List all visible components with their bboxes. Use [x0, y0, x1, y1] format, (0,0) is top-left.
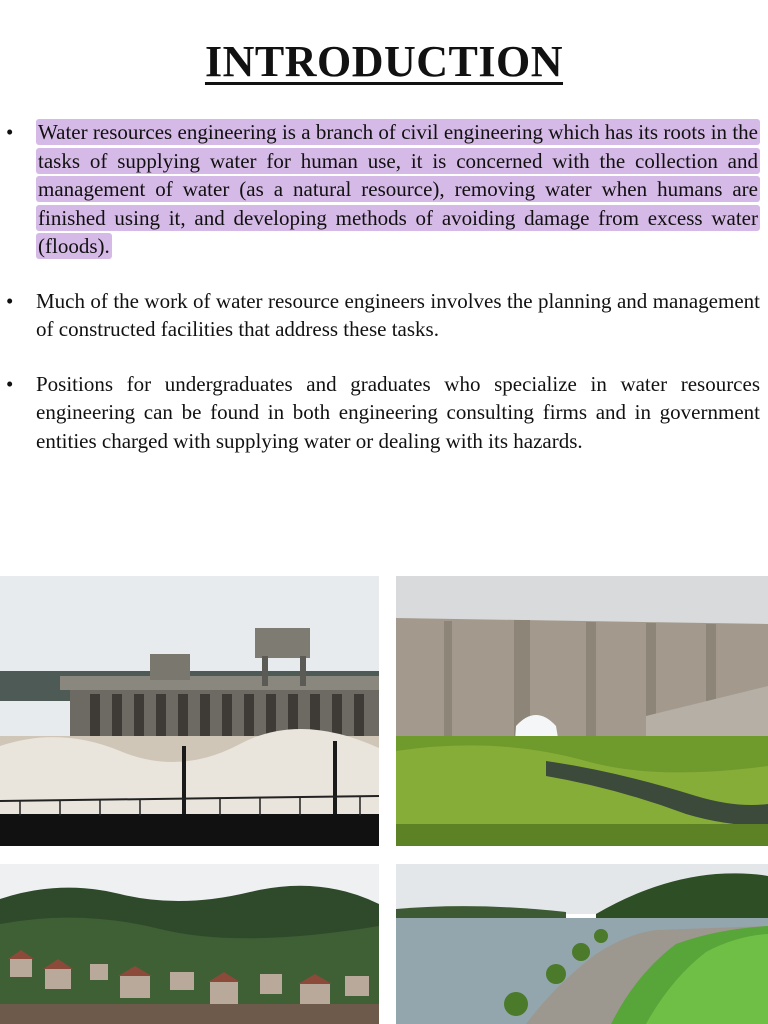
- river-bank-photo: [396, 864, 768, 1024]
- dam-spillway-photo: [0, 576, 379, 846]
- page-title: INTRODUCTION: [204, 37, 564, 86]
- bullet-text-highlighted: Water resources engineering is a branch of civil engineering which has its roots in the tasks of supplying water for human use, it is concerned with the collection and management of water (as a natural resource), removing water when humans are finished using it, and developing methods of avoiding damage from excess water (floods).: [38, 120, 758, 258]
- hillside-town-photo: [0, 864, 379, 1024]
- bullet-dot: •: [6, 120, 14, 144]
- bullet-item-2: [0, 287, 768, 344]
- bullet-item-3: [0, 370, 768, 456]
- bullet-list: [0, 118, 768, 455]
- bullet-text: Much of the work of water resource engineers involves the planning and management of constructed facilities that address these tasks.: [36, 288, 760, 341]
- bullet-item-1: [0, 118, 768, 261]
- bullet-text: Positions for undergraduates and graduates who specialize in water resources engineering can be found in both engineering consulting firms and in government entities charged with supplying water or dealing with its hazards.: [36, 371, 760, 453]
- bullet-dot: •: [6, 371, 14, 396]
- concrete-dam-photo: [396, 576, 768, 846]
- bullet-dot: •: [6, 288, 14, 313]
